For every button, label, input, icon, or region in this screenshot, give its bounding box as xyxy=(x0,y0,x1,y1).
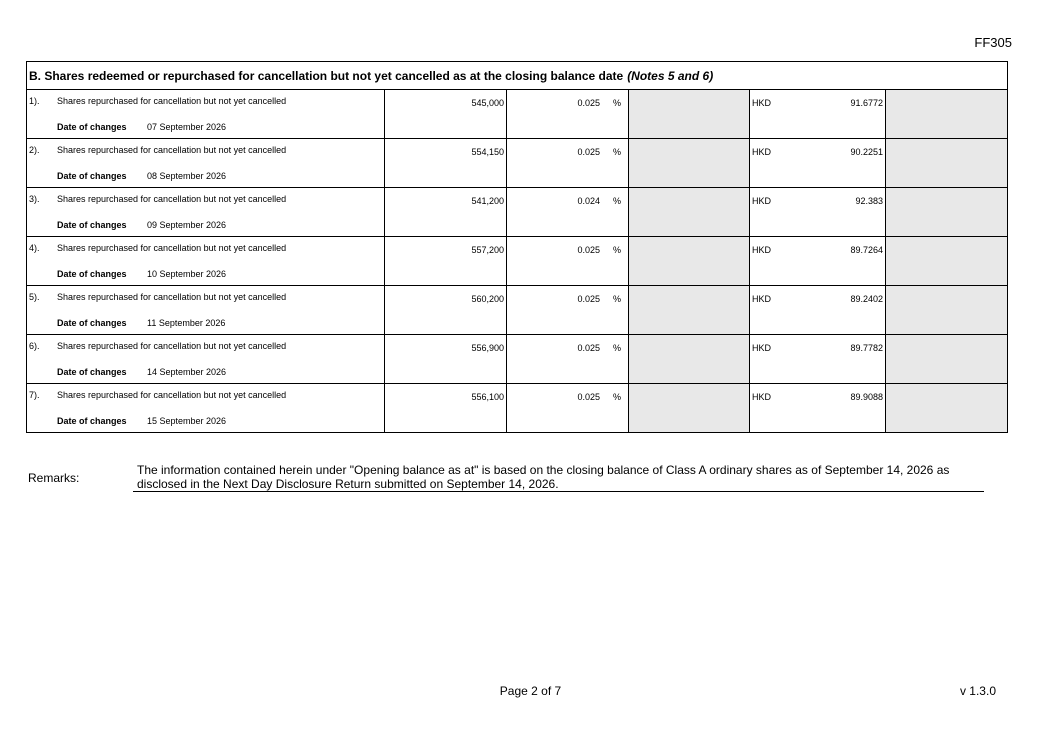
shares-cell xyxy=(384,188,506,236)
currency: HKD xyxy=(752,392,772,402)
price-value: 89.9088 xyxy=(850,392,883,402)
shares-value: 556,900 xyxy=(471,343,504,353)
price-cell xyxy=(749,335,885,383)
row-description: Shares repurchased for cancellation but not yet cancelled xyxy=(57,194,287,204)
percent-sign: % xyxy=(612,98,621,108)
shares-cell xyxy=(384,335,506,383)
table-row xyxy=(27,139,1007,188)
row-index: 3). xyxy=(29,194,40,204)
percent-cell xyxy=(506,237,628,285)
date-value: 09 September 2026 xyxy=(147,220,227,230)
table-body xyxy=(27,90,1007,433)
currency: HKD xyxy=(752,245,772,255)
section-title: B. Shares redeemed or repurchased for cancellation but not yet cancelled as at the closing balance date xyxy=(29,68,624,83)
form-code: FF305 xyxy=(974,35,1012,50)
shares-value: 541,200 xyxy=(471,196,504,206)
table-row xyxy=(27,286,1007,335)
percent-sign: % xyxy=(612,147,621,157)
table-row xyxy=(27,188,1007,237)
price-cell xyxy=(749,286,885,334)
shaded-cell xyxy=(628,335,749,383)
shaded-cell xyxy=(628,188,749,236)
page-number: Page 2 of 7 xyxy=(499,684,562,698)
date-label: Date of changes xyxy=(57,416,127,426)
price-value: 91.6772 xyxy=(850,98,883,108)
section-notes: (Notes 5 and 6) xyxy=(627,68,714,83)
percent-cell xyxy=(506,90,628,138)
shares-value: 556,100 xyxy=(471,392,504,402)
shares-value: 545,000 xyxy=(471,98,504,108)
currency: HKD xyxy=(752,98,772,108)
price-value: 92.383 xyxy=(855,196,883,206)
row-index: 5). xyxy=(29,292,40,302)
date-label: Date of changes xyxy=(57,269,127,279)
percent-sign: % xyxy=(612,343,621,353)
shaded-cell xyxy=(885,384,1007,432)
shaded-cell xyxy=(885,237,1007,285)
row-description: Shares repurchased for cancellation but not yet cancelled xyxy=(57,390,287,400)
remarks-text: The information contained herein under "Opening balance as at" is based on the closing balance of Class A ordinary shares as of September 14, 2026 as disclosed in the Next Day Disclosure Return submitted on September 14, 2026. xyxy=(133,463,984,492)
price-cell xyxy=(749,90,885,138)
date-label: Date of changes xyxy=(57,122,127,132)
description-cell xyxy=(27,335,384,383)
date-label: Date of changes xyxy=(57,171,127,181)
description-cell xyxy=(27,286,384,334)
row-index: 6). xyxy=(29,341,40,351)
price-value: 89.7782 xyxy=(850,343,883,353)
percent-value: 0.025 xyxy=(577,392,600,402)
description-cell xyxy=(27,188,384,236)
date-value: 15 September 2026 xyxy=(147,416,227,426)
shaded-cell xyxy=(885,286,1007,334)
remarks-label: Remarks: xyxy=(28,471,80,485)
row-index: 7). xyxy=(29,390,40,400)
percent-cell xyxy=(506,384,628,432)
description-cell xyxy=(27,139,384,187)
percent-value: 0.025 xyxy=(577,294,600,304)
price-value: 89.7264 xyxy=(850,245,883,255)
description-cell xyxy=(27,90,384,138)
row-index: 2). xyxy=(29,145,40,155)
section-header xyxy=(27,62,1007,90)
date-value: 08 September 2026 xyxy=(147,171,227,181)
shaded-cell xyxy=(628,237,749,285)
shares-cell xyxy=(384,237,506,285)
row-description: Shares repurchased for cancellation but not yet cancelled xyxy=(57,341,287,351)
repurchase-table xyxy=(26,61,1008,433)
price-value: 89.2402 xyxy=(850,294,883,304)
date-value: 11 September 2026 xyxy=(147,318,226,328)
date-label: Date of changes xyxy=(57,367,127,377)
shares-value: 560,200 xyxy=(471,294,504,304)
currency: HKD xyxy=(752,343,772,353)
shaded-cell xyxy=(628,384,749,432)
percent-value: 0.025 xyxy=(577,245,600,255)
shares-cell xyxy=(384,286,506,334)
description-cell xyxy=(27,237,384,285)
shaded-cell xyxy=(885,139,1007,187)
shares-cell xyxy=(384,384,506,432)
price-cell xyxy=(749,188,885,236)
table-row xyxy=(27,237,1007,286)
currency: HKD xyxy=(752,294,772,304)
price-value: 90.2251 xyxy=(850,147,883,157)
row-description: Shares repurchased for cancellation but not yet cancelled xyxy=(57,292,287,302)
shares-cell xyxy=(384,90,506,138)
shares-value: 557,200 xyxy=(471,245,504,255)
currency: HKD xyxy=(752,196,772,206)
table-row xyxy=(27,90,1007,139)
version-label: v 1.3.0 xyxy=(959,684,996,698)
shaded-cell xyxy=(628,286,749,334)
percent-cell xyxy=(506,335,628,383)
shaded-cell xyxy=(628,139,749,187)
row-description: Shares repurchased for cancellation but not yet cancelled xyxy=(57,96,287,106)
percent-sign: % xyxy=(612,245,621,255)
price-cell xyxy=(749,384,885,432)
date-label: Date of changes xyxy=(57,220,127,230)
shaded-cell xyxy=(885,188,1007,236)
date-value: 10 September 2026 xyxy=(147,269,227,279)
shares-cell xyxy=(384,139,506,187)
price-cell xyxy=(749,139,885,187)
shaded-cell xyxy=(628,90,749,138)
row-index: 4). xyxy=(29,243,40,253)
shaded-cell xyxy=(885,335,1007,383)
description-cell xyxy=(27,384,384,432)
table-row xyxy=(27,335,1007,384)
date-value: 07 September 2026 xyxy=(147,122,227,132)
percent-sign: % xyxy=(612,196,621,206)
percent-sign: % xyxy=(612,294,621,304)
percent-value: 0.025 xyxy=(577,147,600,157)
percent-value: 0.025 xyxy=(577,98,600,108)
percent-value: 0.024 xyxy=(577,196,600,206)
date-value: 14 September 2026 xyxy=(147,367,227,377)
percent-sign: % xyxy=(612,392,621,402)
table-row xyxy=(27,384,1007,433)
date-label: Date of changes xyxy=(57,318,127,328)
shares-value: 554,150 xyxy=(471,147,504,157)
row-description: Shares repurchased for cancellation but not yet cancelled xyxy=(57,243,287,253)
percent-value: 0.025 xyxy=(577,343,600,353)
price-cell xyxy=(749,237,885,285)
percent-cell xyxy=(506,139,628,187)
percent-cell xyxy=(506,188,628,236)
row-description: Shares repurchased for cancellation but not yet cancelled xyxy=(57,145,287,155)
shaded-cell xyxy=(885,90,1007,138)
percent-cell xyxy=(506,286,628,334)
row-index: 1). xyxy=(29,96,40,106)
currency: HKD xyxy=(752,147,772,157)
